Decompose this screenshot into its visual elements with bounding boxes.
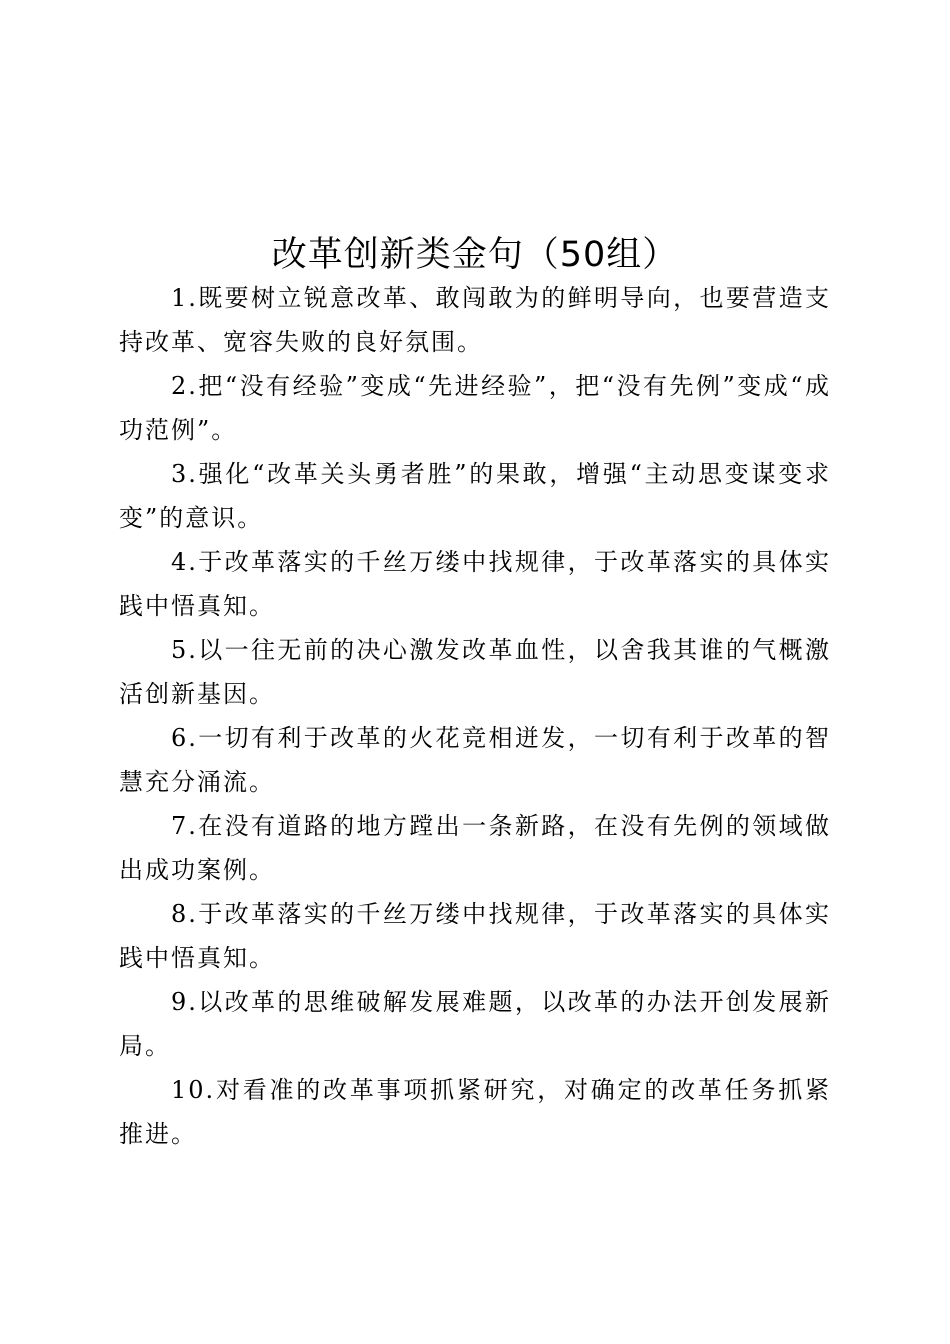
quote-item-7: 7.在没有道路的地方蹚出一条新路，在没有先例的领域做出成功案例。 <box>119 812 831 884</box>
quote-item-6: 6.一切有利于改革的火花竞相迸发，一切有利于改革的智慧充分涌流。 <box>119 724 831 796</box>
document-title: 改革创新类金句（50组） <box>271 235 679 276</box>
quote-item-2: 2.把“没有经验”变成“先进经验”，把“没有先例”变成“成功范例”。 <box>119 372 831 444</box>
quote-item-1: 1.既要树立锐意改革、敢闯敢为的鲜明导向，也要营造支持改革、宽容失败的良好氛围。 <box>119 284 831 356</box>
quote-item-5: 5.以一往无前的决心激发改革血性，以舍我其谁的气概激活创新基因。 <box>119 636 831 708</box>
quote-item-3: 3.强化“改革关头勇者胜”的果敢，增强“主动思变谋变求变”的意识。 <box>119 460 831 532</box>
quote-item-10: 10.对看准的改革事项抓紧研究，对确定的改革任务抓紧推进。 <box>119 1076 831 1148</box>
quote-list <box>119 276 831 1156</box>
quote-item-4: 4.于改革落实的千丝万缕中找规律，于改革落实的具体实践中悟真知。 <box>119 548 831 620</box>
quote-item-8: 8.于改革落实的千丝万缕中找规律，于改革落实的具体实践中悟真知。 <box>119 900 831 972</box>
quote-item-9: 9.以改革的思维破解发展难题，以改革的办法开创发展新局。 <box>119 988 831 1060</box>
